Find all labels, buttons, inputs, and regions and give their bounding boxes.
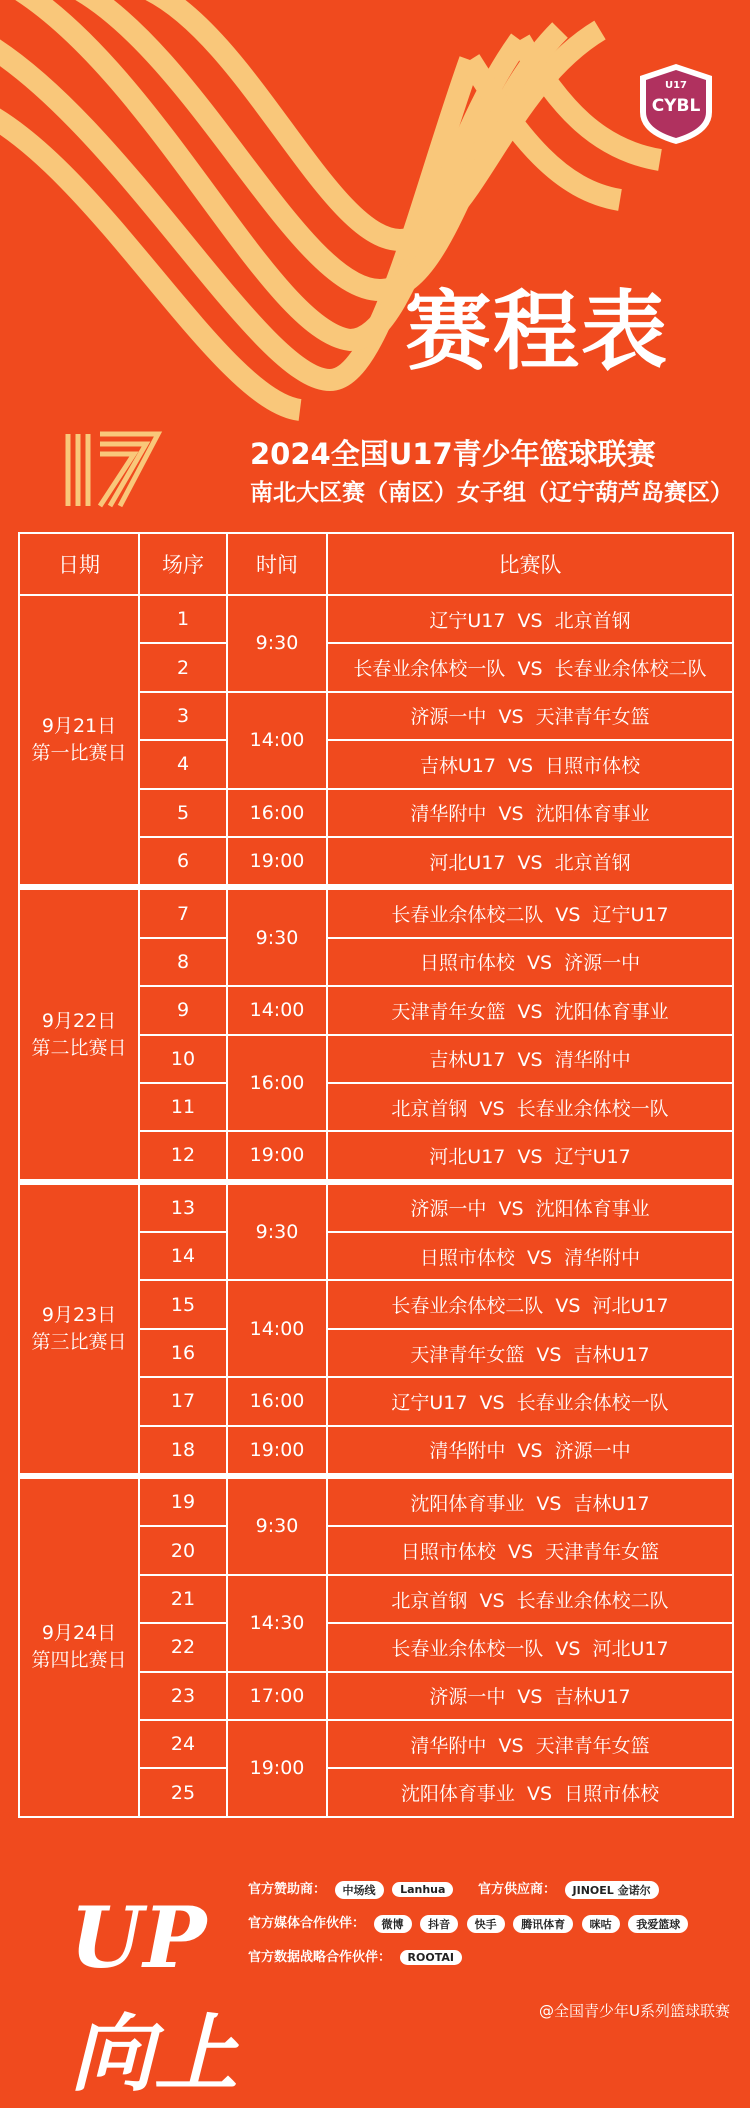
sponsor-label: 官方赞助商： bbox=[248, 1882, 327, 1897]
match-teams: 天津青年女篮 VS 吉林U17 bbox=[327, 1329, 733, 1377]
table-row bbox=[19, 1182, 733, 1232]
match-teams: 北京首钢 VS 长春业余体校一队 bbox=[327, 1083, 733, 1131]
match-number: 12 bbox=[139, 1131, 227, 1181]
match-teams: 日照市体校 VS 济源一中 bbox=[327, 938, 733, 986]
competition-title: 2024全国U17青少年篮球联赛 bbox=[250, 437, 656, 471]
match-number: 15 bbox=[139, 1280, 227, 1328]
match-time: 14:00 bbox=[227, 1280, 327, 1377]
match-time: 19:00 bbox=[227, 837, 327, 887]
match-time: 19:00 bbox=[227, 1131, 327, 1181]
match-teams: 长春业余体校二队 VS 河北U17 bbox=[327, 1280, 733, 1328]
media-kuaishou: 快手 bbox=[467, 1915, 505, 1933]
match-time: 16:00 bbox=[227, 1377, 327, 1425]
match-time: 17:00 bbox=[227, 1672, 327, 1720]
match-day-label: 第一比赛日 bbox=[31, 742, 127, 765]
match-teams: 日照市体校 VS 清华附中 bbox=[327, 1232, 733, 1280]
match-teams: 清华附中 VS 济源一中 bbox=[327, 1426, 733, 1476]
media-woai: 我爱篮球 bbox=[628, 1915, 688, 1933]
match-time: 19:00 bbox=[227, 1720, 327, 1817]
sponsor-lanhua: Lanhua bbox=[392, 1882, 453, 1897]
match-number: 1 bbox=[139, 595, 227, 643]
table-header-row bbox=[19, 533, 733, 595]
match-number: 18 bbox=[139, 1426, 227, 1476]
match-teams: 辽宁U17 VS 长春业余体校一队 bbox=[327, 1377, 733, 1425]
match-time: 14:00 bbox=[227, 986, 327, 1034]
data-partner-rootai: ROOTAI bbox=[400, 1950, 462, 1965]
supplier-label: 官方供应商： bbox=[477, 1882, 556, 1897]
badge-u17: U17 bbox=[664, 80, 688, 91]
up-logo-text: UP向上 bbox=[70, 1888, 239, 2103]
date-label: 9月24日 bbox=[41, 1622, 117, 1645]
match-teams: 河北U17 VS 北京首钢 bbox=[327, 837, 733, 887]
match-day-label: 第四比赛日 bbox=[31, 1649, 127, 1672]
match-number: 5 bbox=[139, 789, 227, 837]
match-number: 21 bbox=[139, 1575, 227, 1623]
match-teams: 河北U17 VS 辽宁U17 bbox=[327, 1131, 733, 1181]
data-partner-label: 官方数据战略合作伙伴： bbox=[248, 1950, 392, 1965]
media-label: 官方媒体合作伙伴： bbox=[248, 1916, 366, 1931]
date-cell bbox=[19, 1476, 139, 1817]
cybl-badge bbox=[636, 62, 716, 146]
match-time: 19:00 bbox=[227, 1426, 327, 1476]
match-day-label: 第三比赛日 bbox=[31, 1330, 127, 1353]
match-time: 9:30 bbox=[227, 887, 327, 986]
schedule-table bbox=[18, 532, 734, 1818]
match-teams: 长春业余体校二队 VS 辽宁U17 bbox=[327, 887, 733, 937]
match-teams: 长春业余体校一队 VS 长春业余体校二队 bbox=[327, 643, 733, 691]
match-number: 19 bbox=[139, 1476, 227, 1526]
table-row bbox=[19, 1476, 733, 1526]
match-number: 25 bbox=[139, 1768, 227, 1816]
match-number: 4 bbox=[139, 740, 227, 788]
header-match-no: 场序 bbox=[139, 533, 227, 595]
match-teams: 济源一中 VS 天津青年女篮 bbox=[327, 692, 733, 740]
match-teams: 辽宁U17 VS 北京首钢 bbox=[327, 595, 733, 643]
match-teams: 沈阳体育事业 VS 日照市体校 bbox=[327, 1768, 733, 1816]
sponsor-zhongchangxian: 中场线 bbox=[335, 1881, 384, 1899]
match-number: 23 bbox=[139, 1672, 227, 1720]
match-teams: 清华附中 VS 天津青年女篮 bbox=[327, 1720, 733, 1768]
match-number: 24 bbox=[139, 1720, 227, 1768]
match-time: 14:00 bbox=[227, 692, 327, 789]
u17-logo-icon bbox=[60, 428, 170, 510]
badge-cybl: CYBL bbox=[651, 96, 701, 116]
table-row bbox=[19, 887, 733, 937]
match-number: 7 bbox=[139, 887, 227, 937]
match-number: 11 bbox=[139, 1083, 227, 1131]
page-title: 赛程表 bbox=[405, 282, 669, 382]
match-number: 2 bbox=[139, 643, 227, 691]
match-number: 22 bbox=[139, 1623, 227, 1671]
header-date: 日期 bbox=[19, 533, 139, 595]
table-row bbox=[19, 595, 733, 643]
match-time: 14:30 bbox=[227, 1575, 327, 1672]
match-time: 16:00 bbox=[227, 1035, 327, 1132]
match-teams: 吉林U17 VS 清华附中 bbox=[327, 1035, 733, 1083]
match-number: 16 bbox=[139, 1329, 227, 1377]
match-time: 9:30 bbox=[227, 595, 327, 692]
media-migu: 咪咕 bbox=[582, 1915, 620, 1933]
match-teams: 天津青年女篮 VS 沈阳体育事业 bbox=[327, 986, 733, 1034]
match-day-label: 第二比赛日 bbox=[31, 1036, 127, 1059]
up-logo bbox=[70, 1878, 240, 2103]
match-number: 13 bbox=[139, 1182, 227, 1232]
match-number: 10 bbox=[139, 1035, 227, 1083]
match-time: 16:00 bbox=[227, 789, 327, 837]
weibo-handle: @全国青少年U系列篮球联赛 bbox=[539, 2002, 730, 2020]
date-label: 9月23日 bbox=[41, 1303, 117, 1326]
competition-subtitle: 南北大区赛（南区）女子组（辽宁葫芦岛赛区） bbox=[250, 480, 733, 506]
match-teams: 济源一中 VS 沈阳体育事业 bbox=[327, 1182, 733, 1232]
match-teams: 长春业余体校一队 VS 河北U17 bbox=[327, 1623, 733, 1671]
match-number: 6 bbox=[139, 837, 227, 887]
match-teams: 日照市体校 VS 天津青年女篮 bbox=[327, 1526, 733, 1574]
match-teams: 北京首钢 VS 长春业余体校二队 bbox=[327, 1575, 733, 1623]
date-cell bbox=[19, 1182, 139, 1476]
match-number: 3 bbox=[139, 692, 227, 740]
match-number: 14 bbox=[139, 1232, 227, 1280]
match-teams: 济源一中 VS 吉林U17 bbox=[327, 1672, 733, 1720]
match-teams: 沈阳体育事业 VS 吉林U17 bbox=[327, 1476, 733, 1526]
supplier-jinoel: JINOEL 金诺尔 bbox=[565, 1881, 659, 1899]
header-teams: 比赛队 bbox=[327, 533, 733, 595]
match-time: 9:30 bbox=[227, 1476, 327, 1575]
match-number: 9 bbox=[139, 986, 227, 1034]
date-label: 9月22日 bbox=[41, 1009, 117, 1032]
header-time: 时间 bbox=[227, 533, 327, 595]
date-cell bbox=[19, 595, 139, 887]
date-label: 9月21日 bbox=[41, 715, 117, 738]
media-weibo: 微博 bbox=[374, 1915, 412, 1933]
competition-header bbox=[60, 428, 733, 510]
match-time: 9:30 bbox=[227, 1182, 327, 1281]
match-number: 20 bbox=[139, 1526, 227, 1574]
match-number: 8 bbox=[139, 938, 227, 986]
media-tencent: 腾讯体育 bbox=[513, 1915, 573, 1933]
match-number: 17 bbox=[139, 1377, 227, 1425]
media-douyin: 抖音 bbox=[420, 1915, 458, 1933]
date-cell bbox=[19, 887, 139, 1181]
footer bbox=[0, 1860, 750, 2103]
match-teams: 吉林U17 VS 日照市体校 bbox=[327, 740, 733, 788]
hero-graphic bbox=[0, 0, 750, 430]
match-teams: 清华附中 VS 沈阳体育事业 bbox=[327, 789, 733, 837]
